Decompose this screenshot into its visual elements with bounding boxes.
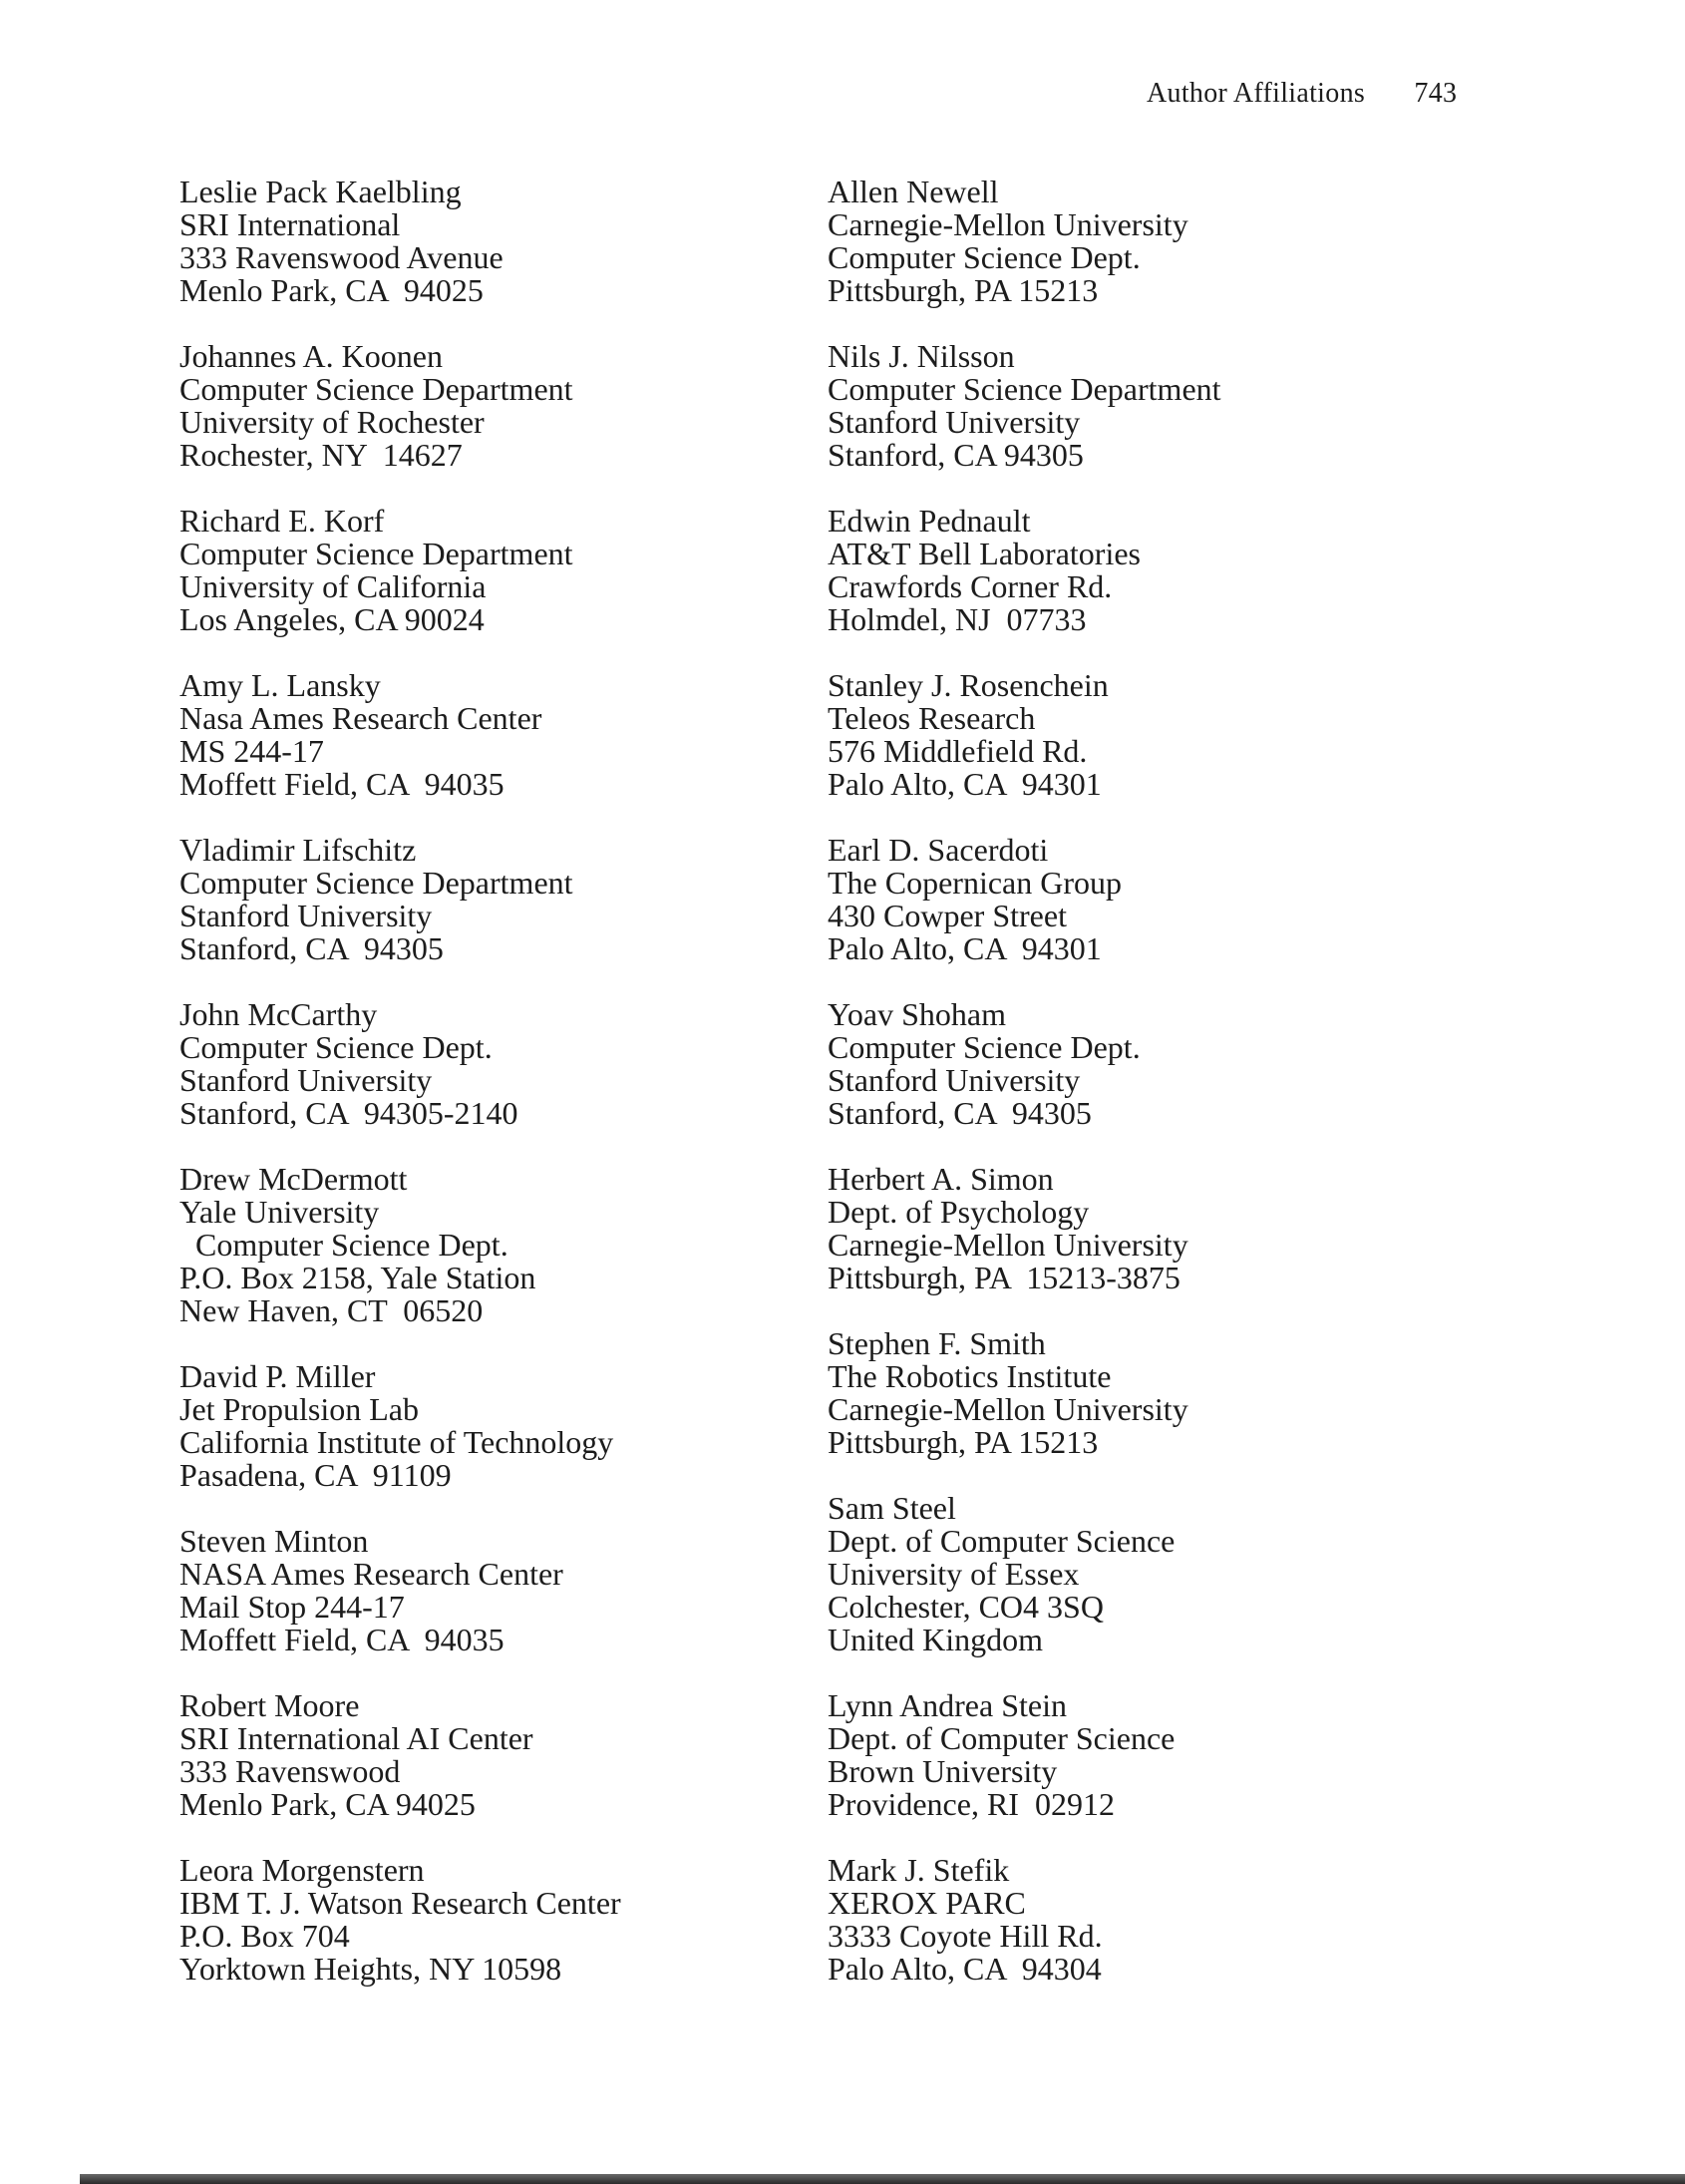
scan-bottom-edge (80, 2174, 1685, 2184)
affiliation-line: Dept. of Computer Science (828, 1523, 1176, 1559)
affiliation-line: Teleos Research (828, 700, 1036, 736)
author-name: Amy L. Lansky (179, 667, 381, 703)
author-name: Johannes A. Koonen (179, 338, 443, 374)
affiliation-line: Colchester, CO4 3SQ (828, 1589, 1104, 1625)
affiliation-line: Nasa Ames Research Center (179, 700, 542, 736)
affiliation-entry (828, 1163, 1585, 1294)
affiliation-line: Computer Science Department (828, 371, 1221, 407)
affiliation-line: NASA Ames Research Center (179, 1556, 563, 1592)
affiliation-line: Jet Propulsion Lab (179, 1391, 419, 1427)
affiliation-entry (179, 1689, 937, 1821)
affiliation-line: Pittsburgh, PA 15213 (828, 1424, 1099, 1460)
affiliation-line: SRI International (179, 206, 401, 242)
affiliation-line: The Copernican Group (828, 865, 1123, 901)
affiliation-line: Rochester, NY 14627 (179, 437, 463, 473)
affiliation-line: Pasadena, CA 91109 (179, 1457, 452, 1493)
affiliation-line: Mail Stop 244-17 (179, 1589, 405, 1625)
affiliation-line: University of Essex (828, 1556, 1080, 1592)
affiliation-line: Pittsburgh, PA 15213 (828, 272, 1099, 308)
affiliation-line: Los Angeles, CA 90024 (179, 601, 485, 637)
affiliation-line: Computer Science Department (179, 536, 573, 571)
affiliation-entry (828, 1492, 1585, 1656)
affiliation-line: Brown University (828, 1753, 1058, 1789)
affiliation-entry (828, 1689, 1585, 1821)
affiliation-line: Palo Alto, CA 94301 (828, 766, 1102, 802)
affiliation-line: Stanford University (179, 898, 433, 933)
affiliation-line: Menlo Park, CA 94025 (179, 1786, 476, 1822)
affiliation-line: AT&T Bell Laboratories (828, 536, 1141, 571)
affiliation-line: Stanford University (179, 1062, 433, 1098)
author-name: Earl D. Sacerdoti (828, 832, 1049, 868)
author-name: Stanley J. Rosenchein (828, 667, 1109, 703)
author-name: John McCarthy (179, 996, 378, 1032)
author-name: Edwin Pednault (828, 503, 1031, 539)
affiliation-line: Carnegie-Mellon University (828, 206, 1188, 242)
author-name: Herbert A. Simon (828, 1161, 1054, 1197)
affiliation-line: Stanford, CA 94305 (179, 930, 444, 966)
affiliation-entry (179, 176, 937, 307)
affiliation-line: United Kingdom (828, 1622, 1043, 1657)
affiliation-line: 576 Middlefield Rd. (828, 733, 1088, 769)
affiliation-line: MS 244-17 (179, 733, 324, 769)
affiliation-line: 3333 Coyote Hill Rd. (828, 1918, 1103, 1954)
affiliation-line: 430 Cowper Street (828, 898, 1067, 933)
affiliation-line: Crawfords Corner Rd. (828, 568, 1113, 604)
left-column (179, 176, 937, 2018)
affiliation-line: IBM T. J. Watson Research Center (179, 1885, 621, 1921)
affiliation-line: Computer Science Department (179, 371, 573, 407)
affiliation-line: Dept. of Computer Science (828, 1720, 1176, 1756)
author-name: Leslie Pack Kaelbling (179, 174, 462, 209)
author-name: Sam Steel (828, 1490, 956, 1526)
affiliation-line: Computer Science Department (179, 865, 573, 901)
affiliation-line: Moffett Field, CA 94035 (179, 1622, 505, 1657)
affiliation-line: Carnegie-Mellon University (828, 1227, 1188, 1263)
affiliation-line: Yorktown Heights, NY 10598 (179, 1951, 562, 1987)
affiliation-entry (179, 1360, 937, 1492)
affiliation-entry (828, 1854, 1585, 1986)
affiliation-line: Stanford University (828, 404, 1081, 440)
affiliation-line: SRI International AI Center (179, 1720, 533, 1756)
author-name: Allen Newell (828, 174, 999, 209)
author-name: Richard E. Korf (179, 503, 385, 539)
affiliation-line: 333 Ravenswood (179, 1753, 401, 1789)
affiliation-entry (828, 669, 1585, 801)
affiliation-entry (828, 834, 1585, 965)
affiliation-line: Stanford University (828, 1062, 1081, 1098)
affiliation-line: Computer Science Dept. (179, 1227, 508, 1263)
author-name: Nils J. Nilsson (828, 338, 1015, 374)
affiliation-entry (179, 1854, 937, 1986)
affiliation-line: Dept. of Psychology (828, 1194, 1090, 1230)
affiliation-line: University of Rochester (179, 404, 485, 440)
author-name: Vladimir Lifschitz (179, 832, 417, 868)
affiliation-line: P.O. Box 704 (179, 1918, 350, 1954)
running-header (1147, 78, 1457, 110)
author-name: Lynn Andrea Stein (828, 1687, 1067, 1723)
affiliation-entry (179, 834, 937, 965)
affiliation-entry (179, 669, 937, 801)
affiliation-line: Providence, RI 02912 (828, 1786, 1115, 1822)
author-name: Robert Moore (179, 1687, 360, 1723)
affiliation-line: The Robotics Institute (828, 1358, 1112, 1394)
author-name: Stephen F. Smith (828, 1325, 1046, 1361)
affiliation-entry (828, 176, 1585, 307)
affiliation-line: Stanford, CA 94305 (828, 437, 1084, 473)
affiliation-entry (828, 505, 1585, 636)
author-name: David P. Miller (179, 1358, 376, 1394)
running-title: Author Affiliations (1147, 78, 1366, 109)
affiliation-line: Computer Science Dept. (828, 239, 1141, 275)
affiliation-entry (179, 1163, 937, 1327)
right-column (828, 176, 1585, 2018)
affiliation-line: P.O. Box 2158, Yale Station (179, 1260, 536, 1295)
author-name: Leora Morgenstern (179, 1852, 425, 1888)
affiliation-line: Carnegie-Mellon University (828, 1391, 1188, 1427)
affiliation-line: Moffett Field, CA 94035 (179, 766, 505, 802)
affiliation-entry (179, 998, 937, 1130)
affiliation-line: Computer Science Dept. (828, 1029, 1141, 1065)
author-name: Mark J. Stefik (828, 1852, 1010, 1888)
affiliation-entry (179, 340, 937, 472)
affiliation-line: Computer Science Dept. (179, 1029, 493, 1065)
affiliation-line: Stanford, CA 94305 (828, 1095, 1092, 1131)
affiliation-line: Pittsburgh, PA 15213-3875 (828, 1260, 1180, 1295)
affiliation-line: Palo Alto, CA 94304 (828, 1951, 1102, 1987)
affiliation-entry (179, 505, 937, 636)
affiliation-entry (828, 998, 1585, 1130)
author-name: Steven Minton (179, 1523, 369, 1559)
affiliation-line: Yale University (179, 1194, 380, 1230)
page-number: 743 (1414, 78, 1458, 109)
author-name: Yoav Shoham (828, 996, 1006, 1032)
affiliation-line: Stanford, CA 94305-2140 (179, 1095, 518, 1131)
affiliation-entry (828, 340, 1585, 472)
affiliation-entry (828, 1327, 1585, 1459)
affiliation-line: New Haven, CT 06520 (179, 1292, 484, 1328)
affiliation-line: Palo Alto, CA 94301 (828, 930, 1102, 966)
affiliation-entry (179, 1525, 937, 1656)
affiliation-line: 333 Ravenswood Avenue (179, 239, 504, 275)
affiliation-line: XEROX PARC (828, 1885, 1026, 1921)
affiliation-line: Holmdel, NJ 07733 (828, 601, 1087, 637)
affiliation-line: University of California (179, 568, 487, 604)
affiliation-line: California Institute of Technology (179, 1424, 614, 1460)
affiliation-line: Menlo Park, CA 94025 (179, 272, 484, 308)
author-name: Drew McDermott (179, 1161, 408, 1197)
